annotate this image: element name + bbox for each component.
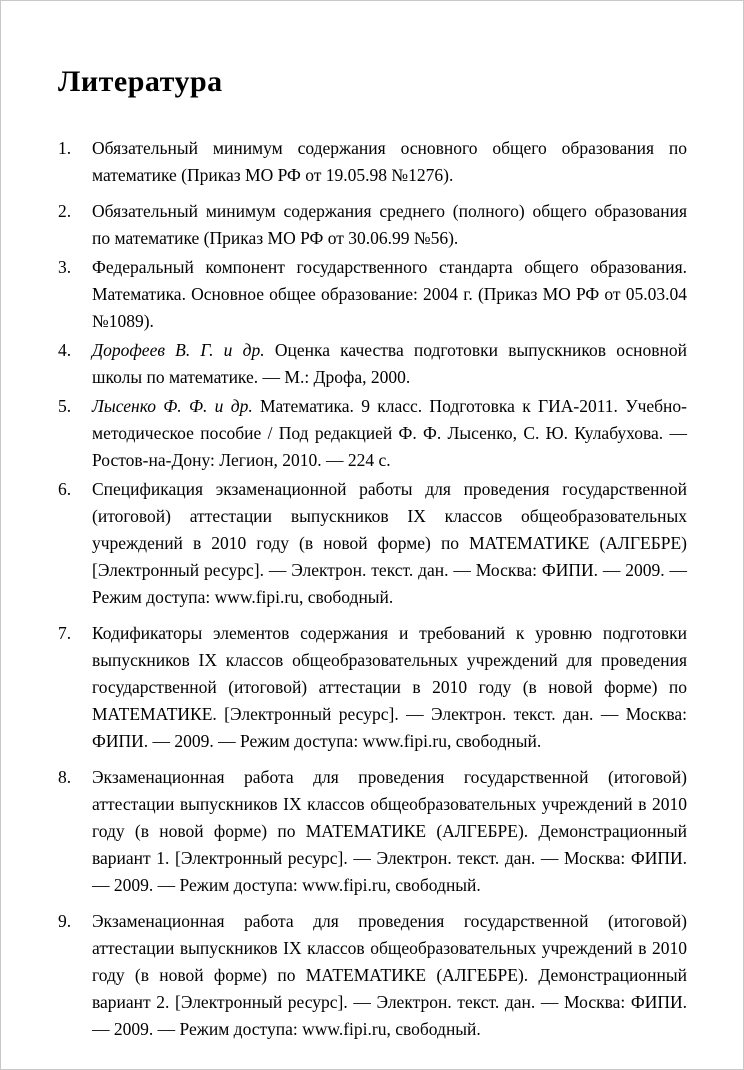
reference-number: 7.: [58, 623, 72, 643]
reference-text: [92, 393, 687, 474]
reference-item: [58, 620, 687, 755]
reference-number: 2.: [58, 201, 72, 221]
reference-number: 1.: [58, 138, 72, 158]
reference-text: Федеральный компонент государственного стандарта общего образования. Математика. Основное общее образование: 2004 г. (Приказ МО РФ от 05.03.04 №1089).: [92, 257, 687, 331]
reference-number: 9.: [58, 911, 72, 931]
reference-number: 6.: [58, 479, 72, 499]
page-title: Литература: [58, 65, 223, 98]
reference-item: [58, 476, 687, 611]
reference-author: Лысенко Ф. Ф. и др.: [92, 396, 253, 416]
reference-text: Обязательный минимум содержания среднего (полного) общего образования по математике (Приказ МО РФ от 30.06.99 №56).: [92, 201, 687, 248]
reference-item: [58, 337, 687, 391]
reference-author: Дорофеев В. Г. и др.: [92, 340, 265, 360]
reference-text: Экзаменационная работа для проведения государственной (итоговой) аттестации выпускников IX классов общеобразовательных учреждений в 2010 году (в новой форме) по МАТЕМАТИКЕ (АЛГЕБРЕ). Демонстрационный вариант 2. [Электронный ресурс]. — Электрон. текст. дан. — Москва: ФИПИ. — 2009. — Режим доступа: www.fipi.ru, свободный.: [92, 911, 687, 1039]
reference-item: [58, 908, 687, 1043]
reference-text: Экзаменационная работа для проведения государственной (итоговой) аттестации выпускников IX классов общеобразовательных учреждений в 2010 году (в новой форме) по МАТЕМАТИКЕ (АЛГЕБРЕ). Демонстрационный вариант 1. [Электронный ресурс]. — Электрон. текст. дан. — Москва: ФИПИ. — 2009. — Режим доступа: www.fipi.ru, свободный.: [92, 767, 687, 895]
reference-item: [58, 198, 687, 252]
reference-list: [58, 135, 687, 1043]
reference-text-main: Математика. 9 класс. Подготовка к ГИА-2011. Учебно-методическое пособие / Под редакцией Ф. Ф. Лысенко, С. Ю. Кулабухова. — Ростов-на-Дону: Легион, 2010. — 224 с.: [92, 396, 687, 470]
reference-item: [58, 393, 687, 474]
reference-item: [58, 135, 687, 189]
reference-text-main: Оценка качества подготовки выпускников основной школы по математике. — М.: Дрофа, 2000.: [92, 340, 688, 387]
reference-number: 4.: [58, 340, 72, 360]
reference-text: Кодификаторы элементов содержания и требований к уровню подготовки выпускников IX классов общеобразовательных учреждений для проведения государственной (итоговой) аттестации в 2010 году (в новой форме) по МАТЕМАТИКЕ. [Электронный ресурс]. — Электрон. текст. дан. — Москва: ФИПИ. — 2009. — Режим доступа: www.fipi.ru, свободный.: [92, 623, 687, 751]
reference-number: 3.: [58, 257, 72, 277]
reference-text: Спецификация экзаменационной работы для проведения государственной (итоговой) аттестации выпускников IX классов общеобразовательных учреждений в 2010 году (в новой форме) по МАТЕМАТИКЕ (АЛГЕБРЕ) [Электронный ресурс]. — Электрон. текст. дан. — Москва: ФИПИ. — 2009. — Режим доступа: www.fipi.ru, свободный.: [92, 479, 687, 607]
reference-item: [58, 254, 687, 335]
reference-text: [92, 337, 687, 391]
reference-text: Обязательный минимум содержания основного общего образования по математике (Приказ МО РФ от 19.05.98 №1276).: [92, 138, 687, 185]
reference-number: 5.: [58, 396, 72, 416]
reference-number: 8.: [58, 767, 72, 787]
reference-item: [58, 764, 687, 899]
